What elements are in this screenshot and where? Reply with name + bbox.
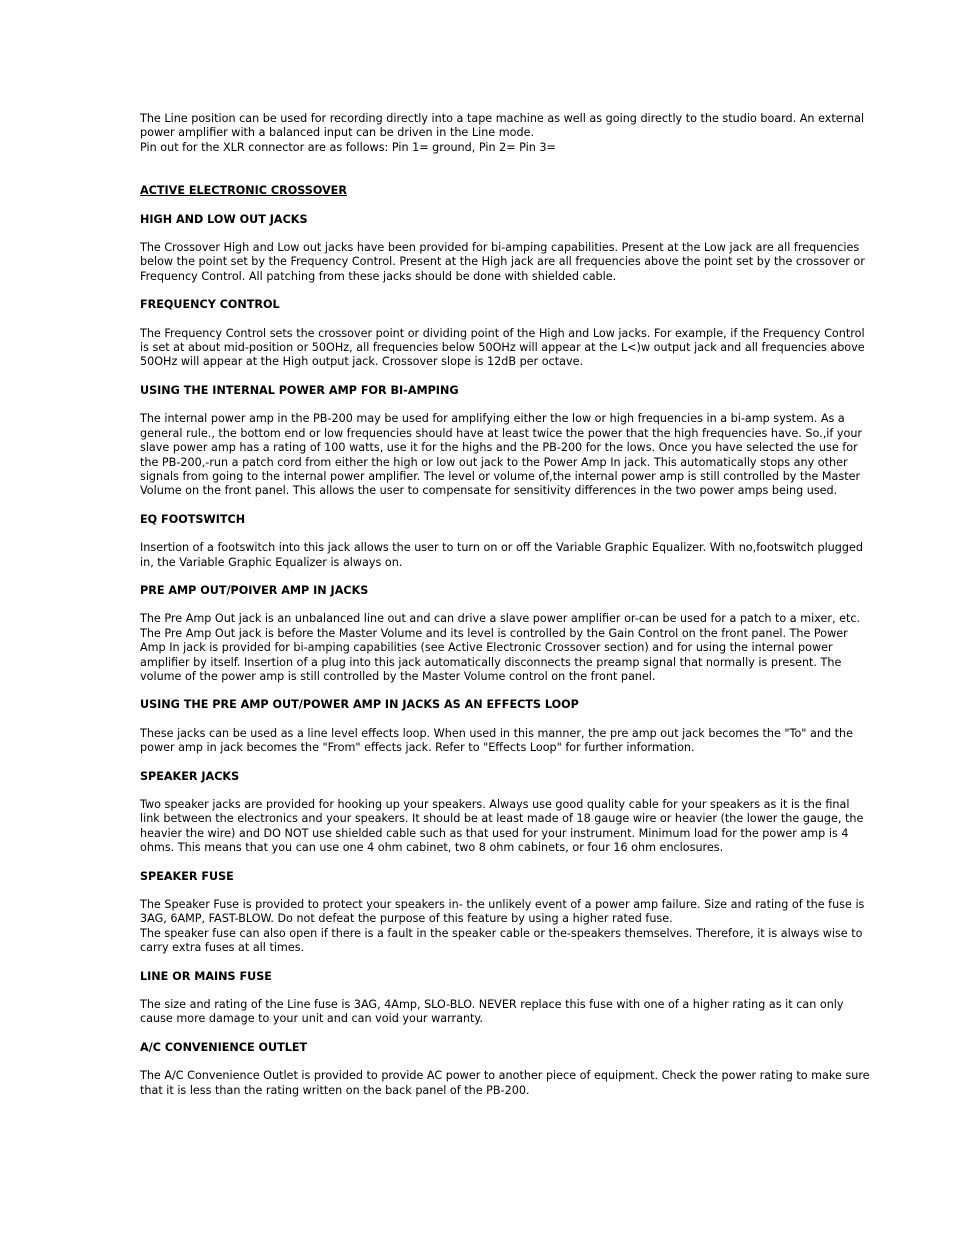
section-title-crossover: ACTIVE ELECTRONIC CROSSOVER [140, 184, 347, 198]
paragraph-internal-power-amp: The internal power amp in the PB-200 may be used for amplifying either the low or high frequencies in a bi-amp system. As a general rule., the bottom end or low frequencies should have at least twice the power that the high frequencies have. So.,if your slave power amp has a rating of 100 watts, use it for the highs and the PB-200 for the lows. Once you have selected the use for the PB-200,-run a patch cord from either the high or low out jack to the Power Amp In jack. This automatically stops any other signals from going to the internal power amplifier. The level or volume of,the internal power amp is still controlled by the Master Volume on the front panel. This allows the user to compensate for sensitivity differences in the two power amps being used. [140, 412, 863, 498]
paragraph-pre-amp-out-jacks: The Pre Amp Out jack is an unbalanced line out and can drive a slave power amplifier or-can be used for a patch to a mixer, etc. The Pre Amp Out jack is before the Master Volume and its level is controlled by the Gain Control on the front panel. The Power Amp In jack is provided for bi-amping capabilities (see Active Electronic Crossover section) and for using the internal power amplifier by itself. Insertion of a plug into this jack automatically disconnects the preamp signal that normally is present. The volume of the power amp is still controlled by the Master Volume control on the front panel. [140, 612, 861, 683]
paragraph-speaker-jacks: Two speaker jacks are provided for hooking up your speakers. Always use good quality cable for your speakers as it is the final link between the electronics and your speakers. It should be at least made of 18 gauge wire or heavier (the lower the gauge, the heavier the wire) and DO NOT use shielded cable such as that used for your instrument. Minimum load for the power amp is 4 ohms. This means that you can use one 4 ohm cabinet, two 8 ohm cabinets, or four 16 ohm enclosures. [140, 798, 864, 855]
paragraph-effects-loop: These jacks can be used as a line level effects loop. When used in this manner, the pre amp out jack becomes the "To" and the power amp in jack becomes the "From" effects jack. Refer to "Effects Loop" for further information. [140, 726, 853, 755]
heading-internal-power-amp: USING THE INTERNAL POWER AMP FOR BI-AMPING [140, 383, 459, 397]
paragraph-speaker-fuse-1: The Speaker Fuse is provided to protect your speakers in- the unlikely event of a power amp failure. Size and rating of the fuse is 3AG, 6AMP, FAST-BLOW. Do not defeat the purpose of this feature by using a higher rated fuse. [140, 898, 865, 926]
intro-block [140, 112, 872, 155]
paragraph-high-low-out-jacks: The Crossover High and Low out jacks have been provided for bi-amping capabilities. Present at the Low jack are all frequencies below the point set by the Frequency Control. Present at the High jack are all frequencies above the point set by the crossover or Frequency Control. All patching from these jacks should be done with shielded cable. [140, 241, 865, 283]
paragraph-line-mains-fuse: The size and rating of the Line fuse is 3AG, 4Amp, SLO-BLO. NEVER replace this fuse with one of a higher rating as it can only cause more damage to your unit and can void your warranty. [140, 998, 844, 1026]
paragraph-speaker-fuse-2: The speaker fuse can also open if there is a fault in the speaker cable or the-speakers themselves. Therefore, it is always wise to carry extra fuses at all times. [140, 926, 863, 955]
heading-speaker-jacks: SPEAKER JACKS [140, 769, 240, 783]
intro-paragraph-line-position: The Line position can be used for recording directly into a tape machine as well as going directly to the studio board. An external power amplifier with a balanced input can be driven in the Line mode. [140, 112, 865, 140]
heading-speaker-fuse: SPEAKER FUSE [140, 869, 234, 883]
heading-line-mains-fuse: LINE OR MAINS FUSE [140, 969, 272, 983]
heading-effects-loop: USING THE PRE AMP OUT/POWER AMP IN JACKS AS AN EFFECTS LOOP [140, 698, 579, 712]
paragraph-eq-footswitch: Insertion of a footswitch into this jack allows the user to turn on or off the Variable Graphic Equalizer. With no,footswitch plugged in, the Variable Graphic Equalizer is always on. [140, 541, 863, 569]
heading-ac-outlet: A/C CONVENIENCE OUTLET [140, 1040, 308, 1054]
heading-frequency-control: FREQUENCY CONTROL [140, 298, 280, 312]
paragraph-frequency-control: The Frequency Control sets the crossover point or dividing point of the High and Low jacks. For example, if the Frequency Control is set at about mid-position or 50OHz, all frequencies below 50OHz will appear at the L<)w output jack and all frequencies above 50OHz will appear at the High output jack. Crossover slope is 12dB per octave. [140, 326, 865, 369]
heading-high-low-out-jacks: HIGH AND LOW OUT JACKS [140, 212, 308, 226]
heading-eq-footswitch: EQ FOOTSWITCH [140, 512, 246, 526]
intro-paragraph-xlr-pinout: Pin out for the XLR connector are as follows: Pin 1= ground, Pin 2= Pin 3= [140, 140, 556, 154]
heading-pre-amp-out-jacks: PRE AMP OUT/POIVER AMP IN JACKS [140, 583, 369, 597]
document-page [140, 112, 872, 1112]
paragraph-ac-outlet: The A/C Convenience Outlet is provided to provide AC power to another piece of equipment. Check the power rating to make sure that it is less than the rating written on the back panel of the PB-200. [140, 1069, 870, 1097]
